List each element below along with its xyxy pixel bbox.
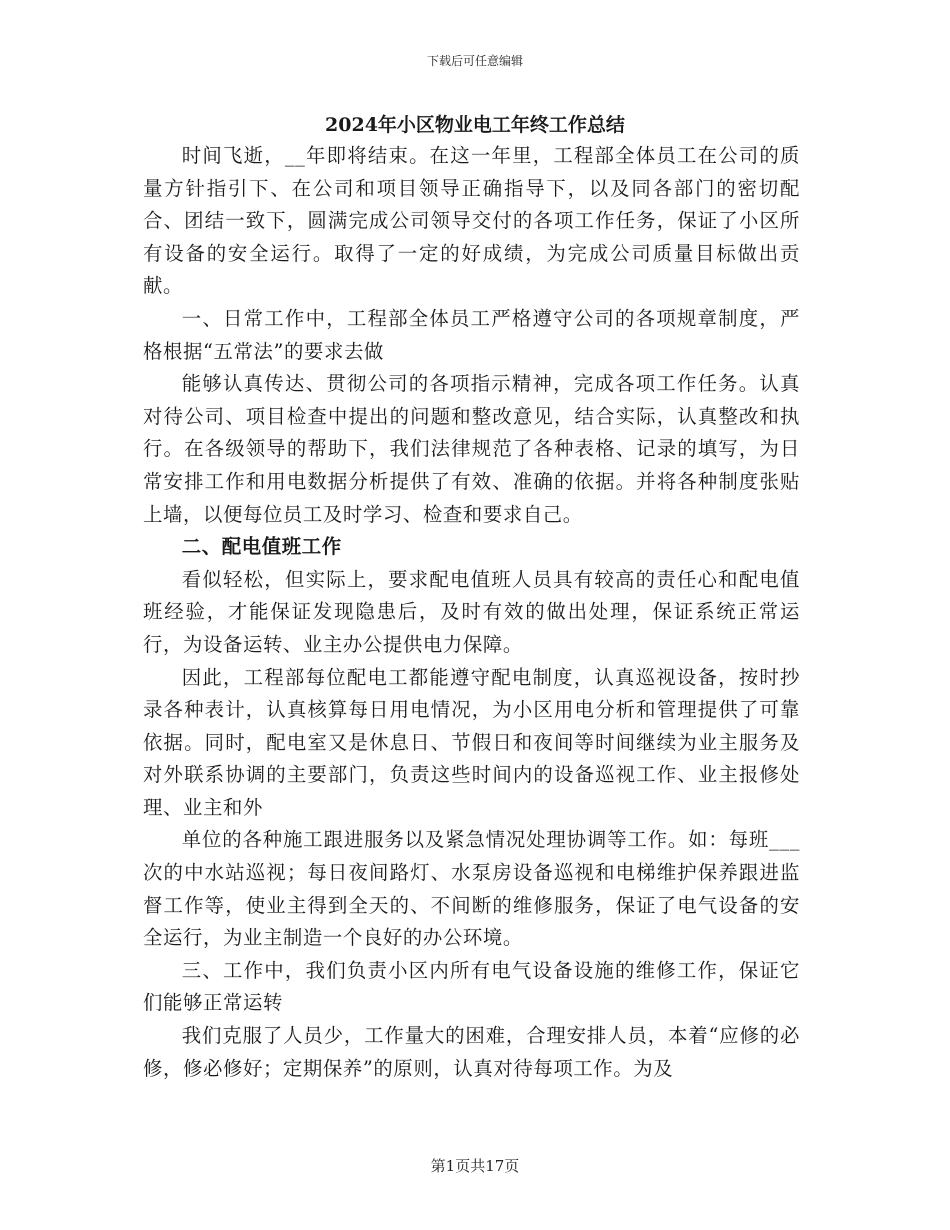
section-heading-daily-work: 一、日常工作中，工程部全体员工严格遵守公司的各项规章制度，严格根据“五常法”的要求去做 (143, 306, 800, 363)
paragraph-construction-followup: 单位的各种施工跟进服务以及紧急情况处理协调等工作。如：每班___次的中水站巡视；每日夜间路灯、水泵房设备巡视和电梯维护保养跟进监督工作等，使业主得到全天的、不间断的维修服务，保证了电气设备的安全运行，为业主制造一个良好的办公环境。 (143, 828, 800, 950)
document-body (143, 140, 800, 1085)
section-heading-power-duty: 二、配电值班工作 (181, 535, 342, 559)
page-number: 第1页共17页 (430, 1157, 520, 1175)
section-heading-maintenance: 三、工作中，我们负责小区内所有电气设备设施的维修工作，保证它们能够正常运转 (143, 958, 800, 1015)
paragraph-intro: 时间飞逝，__年即将结束。在这一年里，工程部全体员工在公司的质量方针指引下、在公司和项目领导正确指导下，以及同各部门的密切配合、团结一致下，圆满完成公司领导交付的各项工作任务，保证了小区所有设备的安全运行。取得了一定的好成绩，为完成公司质量目标做出贡献。 (143, 144, 800, 298)
paragraph-power-duty: 看似轻松，但实际上，要求配电值班人员具有较高的责任心和配电值班经验，才能保证发现隐患后，及时有效的做出处理，保证系统正常运行，为设备运转、业主办公提供电力保障。 (143, 567, 800, 656)
paragraph-power-duty-details: 因此，工程部每位配电工都能遵守配电制度，认真巡视设备，按时抄录各种表计，认真核算每日用电情况，为小区用电分析和管理提供了可靠依据。同时，配电室又是休息日、节假日和夜间等时间继续为业主服务及对外联系协调的主要部门，负责这些时间内的设备巡视工作、业主报修处理、业主和外 (143, 665, 800, 819)
paragraph-maintenance: 我们克服了人员少，工作量大的困难，合理安排人员，本着“应修的必修，修必修好；定期保养”的原则，认真对待每项工作。为及 (143, 1024, 800, 1080)
document-title: 2024年小区物业电工年终工作总结 (325, 114, 625, 136)
page-header-note: 下载后可任意编辑 (426, 54, 523, 68)
paragraph-daily-work: 能够认真传达、贯彻公司的各项指示精神，完成各项工作任务。认真对待公司、项目检查中提出的问题和整改意见，结合实际，认真整改和执行。在各级领导的帮助下，我们法律规范了各种表格、记录的填写，为日常安排工作和用电数据分析提供了有效、准确的依据。并将各种制度张贴上墙，以便每位员工及时学习、检查和要求自己。 (143, 372, 800, 526)
